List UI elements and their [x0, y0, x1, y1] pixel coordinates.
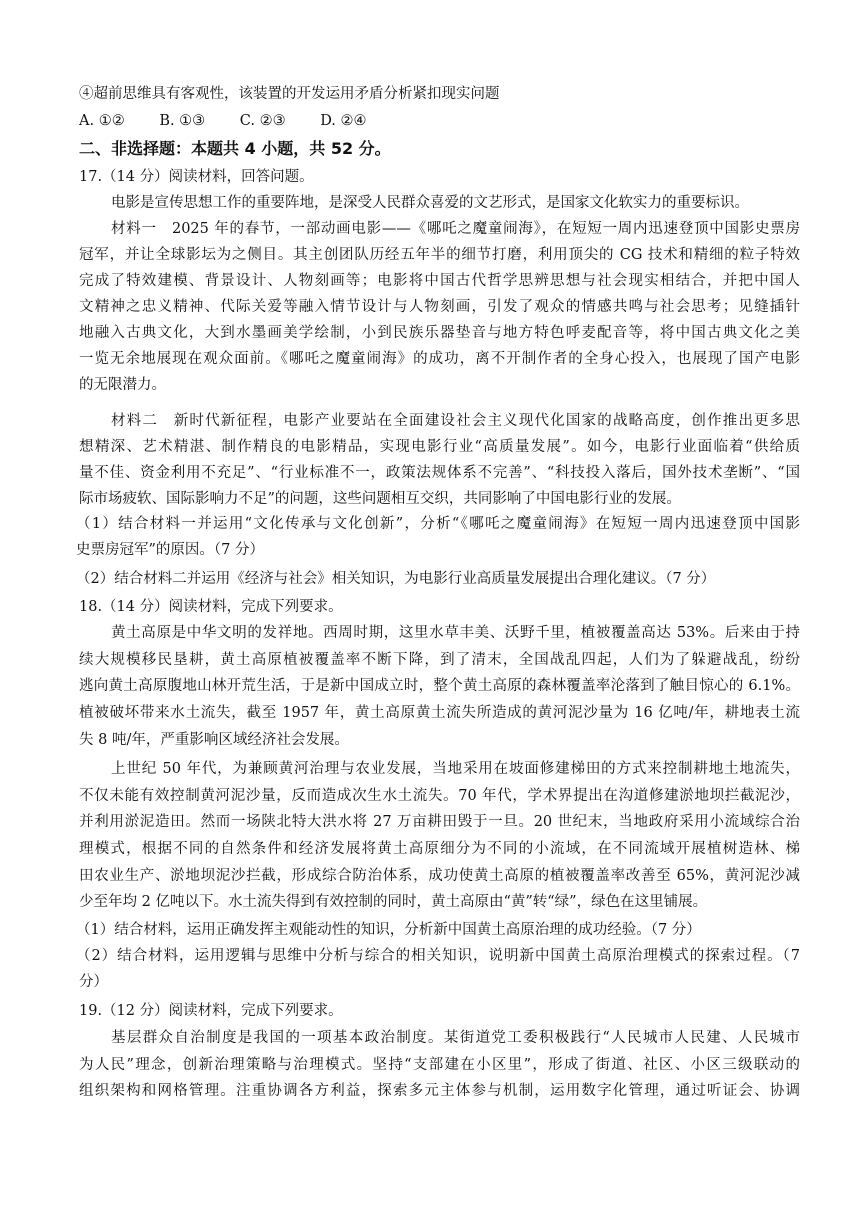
q18-sub1: （1）结合材料，运用正确发挥主观能动性的知识，分析新中国黄土高原治理的成功经验。（7 分）: [76, 922, 701, 938]
option-4-text: ④超前思维具有客观性，该装置的开发运用矛盾分析紧扣现实问题: [79, 86, 500, 102]
answer-options: [79, 111, 800, 131]
q17-material1-line: 一览无余地展现在观众面前。《哪吒之魔童闹海》的成功，离不开制作者的全身心投入，也展现了国产电影: [79, 351, 800, 367]
answer-option-d: D. ②④: [320, 113, 367, 129]
q18-para1-line: 逃向黄土高原腹地山林开荒生活，于是新中国成立时，整个黄土高原的森林覆盖率沦落到了触目惊心的 6.1%。: [79, 678, 800, 694]
q18-para2-line: 并利用淤泥造田。然而一场陕北特大洪水将 27 万亩耕田毁于一旦。20 世纪末，当地政府采用小流域综合治: [79, 814, 800, 830]
q17-intro: 电影是宣传思想工作的重要阵地，是深受人民群众喜爱的文艺形式，是国家文化软实力的重要标识。: [111, 195, 749, 211]
q18-para1-line: 植被破坏带来水土流失，截至 1957 年，黄土高原黄土流失所造成的黄河泥沙量为 16 亿吨/年，耕地表土流: [79, 705, 800, 721]
q18-para1-line: 续大规模移民垦耕，黄土高原植被覆盖率不断下降，到了清末，全国战乱四起，人们为了躲避战乱，纷纷: [79, 652, 800, 668]
q17-material2-line: 际市场疲软、国际影响力不足”的问题，这些问题相互交织，共同影响了中国电影行业的发展。: [79, 491, 681, 507]
answer-option-b: B. ①③: [159, 113, 206, 129]
section-title: 二、非选择题：本题共 4 小题，共 52 分。: [79, 139, 391, 158]
q18-para2-line: 上世纪 50 年代，为兼顾黄河治理与农业发展，当地采用在坡面修建梯田的方式来控制耕地土地流失，: [111, 761, 800, 777]
q17-material1-line: 冠军，并让全球影坛为之侧目。其主创团队历经五年半的细节打磨，利用顶尖的 CG 技术和精细的粒子特效: [79, 247, 800, 263]
q18-para2-line: 田农业生产、淤地坝泥沙拦截，形成综合防治体系，成功使黄土高原的植被覆盖率改善至 65%，黄河泥沙减: [79, 868, 800, 884]
q17-material2-line: 材料二 新时代新征程，电影产业要站在全面建设社会主义现代化国家的战略高度，创作推出更多思: [111, 413, 800, 429]
answer-option-c: C. ②③: [239, 113, 286, 129]
q17-material1-line: 完成了特效建模、背景设计、人物刻画等；电影将中国古代哲学思辨思想与社会现实相结合，并把中国人: [79, 273, 800, 289]
q17-material2-line: 想精深、艺术精湛、制作精良的电影精品，实现电影行业“高质量发展”。如今，电影行业面临着“供给质: [79, 439, 800, 455]
q19-para1-line: 为人民”理念，创新治理策略与治理模式。坚持“支部建在小区里”，形成了街道、社区、小区三级联动的: [79, 1057, 800, 1073]
q17-sub2: （2）结合材料二并运用《经济与社会》相关知识，为电影行业高质量发展提出合理化建议。（7 分）: [76, 571, 716, 587]
q19-para1-line: 组织架构和网格管理。注重协调各方利益，探索多元主体参与机制，运用数字化管理，通过听证会、协调: [79, 1083, 800, 1099]
q19-header: 19.（12 分）阅读材料，完成下列要求。: [79, 1003, 343, 1019]
q18-para1-line: 黄土高原是中华文明的发祥地。西周时期，这里水草丰美、沃野千里，植被覆盖高达 53%。后来由于持: [111, 625, 800, 641]
q17-sub1-line: 史票房冠军”的原因。（7 分）: [76, 542, 264, 558]
q18-header: 18.（14 分）阅读材料，完成下列要求。: [79, 599, 343, 615]
answer-option-a: A. ①②: [79, 113, 125, 129]
q18-para2-line: 理模式，根据不同的自然条件和经济发展将黄土高原细分为不同的小流域，在不同流域开展植树造林、梯: [79, 841, 800, 857]
q17-material2-line: 量不佳、资金利用不充足”、“行业标准不一，政策法规体系不完善”、“科技投入落后，国外技术垄断”、“国: [79, 465, 800, 481]
q17-header: 17.（14 分）阅读材料，回答问题。: [79, 169, 314, 185]
q18-sub2-line: （2）结合材料，运用逻辑与思维中分析与综合的相关知识，说明新中国黄土高原治理模式的探索过程。（7: [76, 948, 800, 964]
q19-para1-line: 基层群众自治制度是我国的一项基本政治制度。某街道党工委积极践行“人民城市人民建、人民城市: [111, 1030, 800, 1046]
q18-sub2-line: 分）: [79, 974, 108, 990]
q17-material1-line: 地融入古典文化，大到水墨画美学绘制，小到民族乐器垫音与地方特色呼麦配音等，将中国古典文化之美: [79, 325, 800, 341]
q17-material1-line: 的无限潜力。: [79, 377, 166, 393]
q18-para2-line: 少至年均 2 亿吨以下。水土流失得到有效控制的同时，黄土高原由“黄”转“绿”，绿色在这里铺展。: [79, 894, 708, 910]
q17-material1-line: 文精神之忠义精神、代际关爱等融入情节设计与人物刻画，引发了观众的情感共鸣与社会思考；见缝插针: [79, 299, 800, 315]
q18-para2-line: 不仅未能有效控制黄河泥沙量，反而造成次生水土流失。70 年代，学术界提出在沟道修建淤地坝拦截泥沙，: [79, 788, 800, 804]
q18-para1-line: 失 8 吨/年，严重影响区域经济社会发展。: [79, 732, 349, 748]
q17-sub1-line: （1）结合材料一并运用“文化传承与文化创新”，分析“《哪吒之魔童闹海》在短短一周内迅速登顶中国影: [76, 516, 800, 532]
q17-material1-line: 材料一 2025 年的春节，一部动画电影——《哪吒之魔童闹海》，在短短一周内迅速登顶中国影史票房: [111, 221, 800, 237]
